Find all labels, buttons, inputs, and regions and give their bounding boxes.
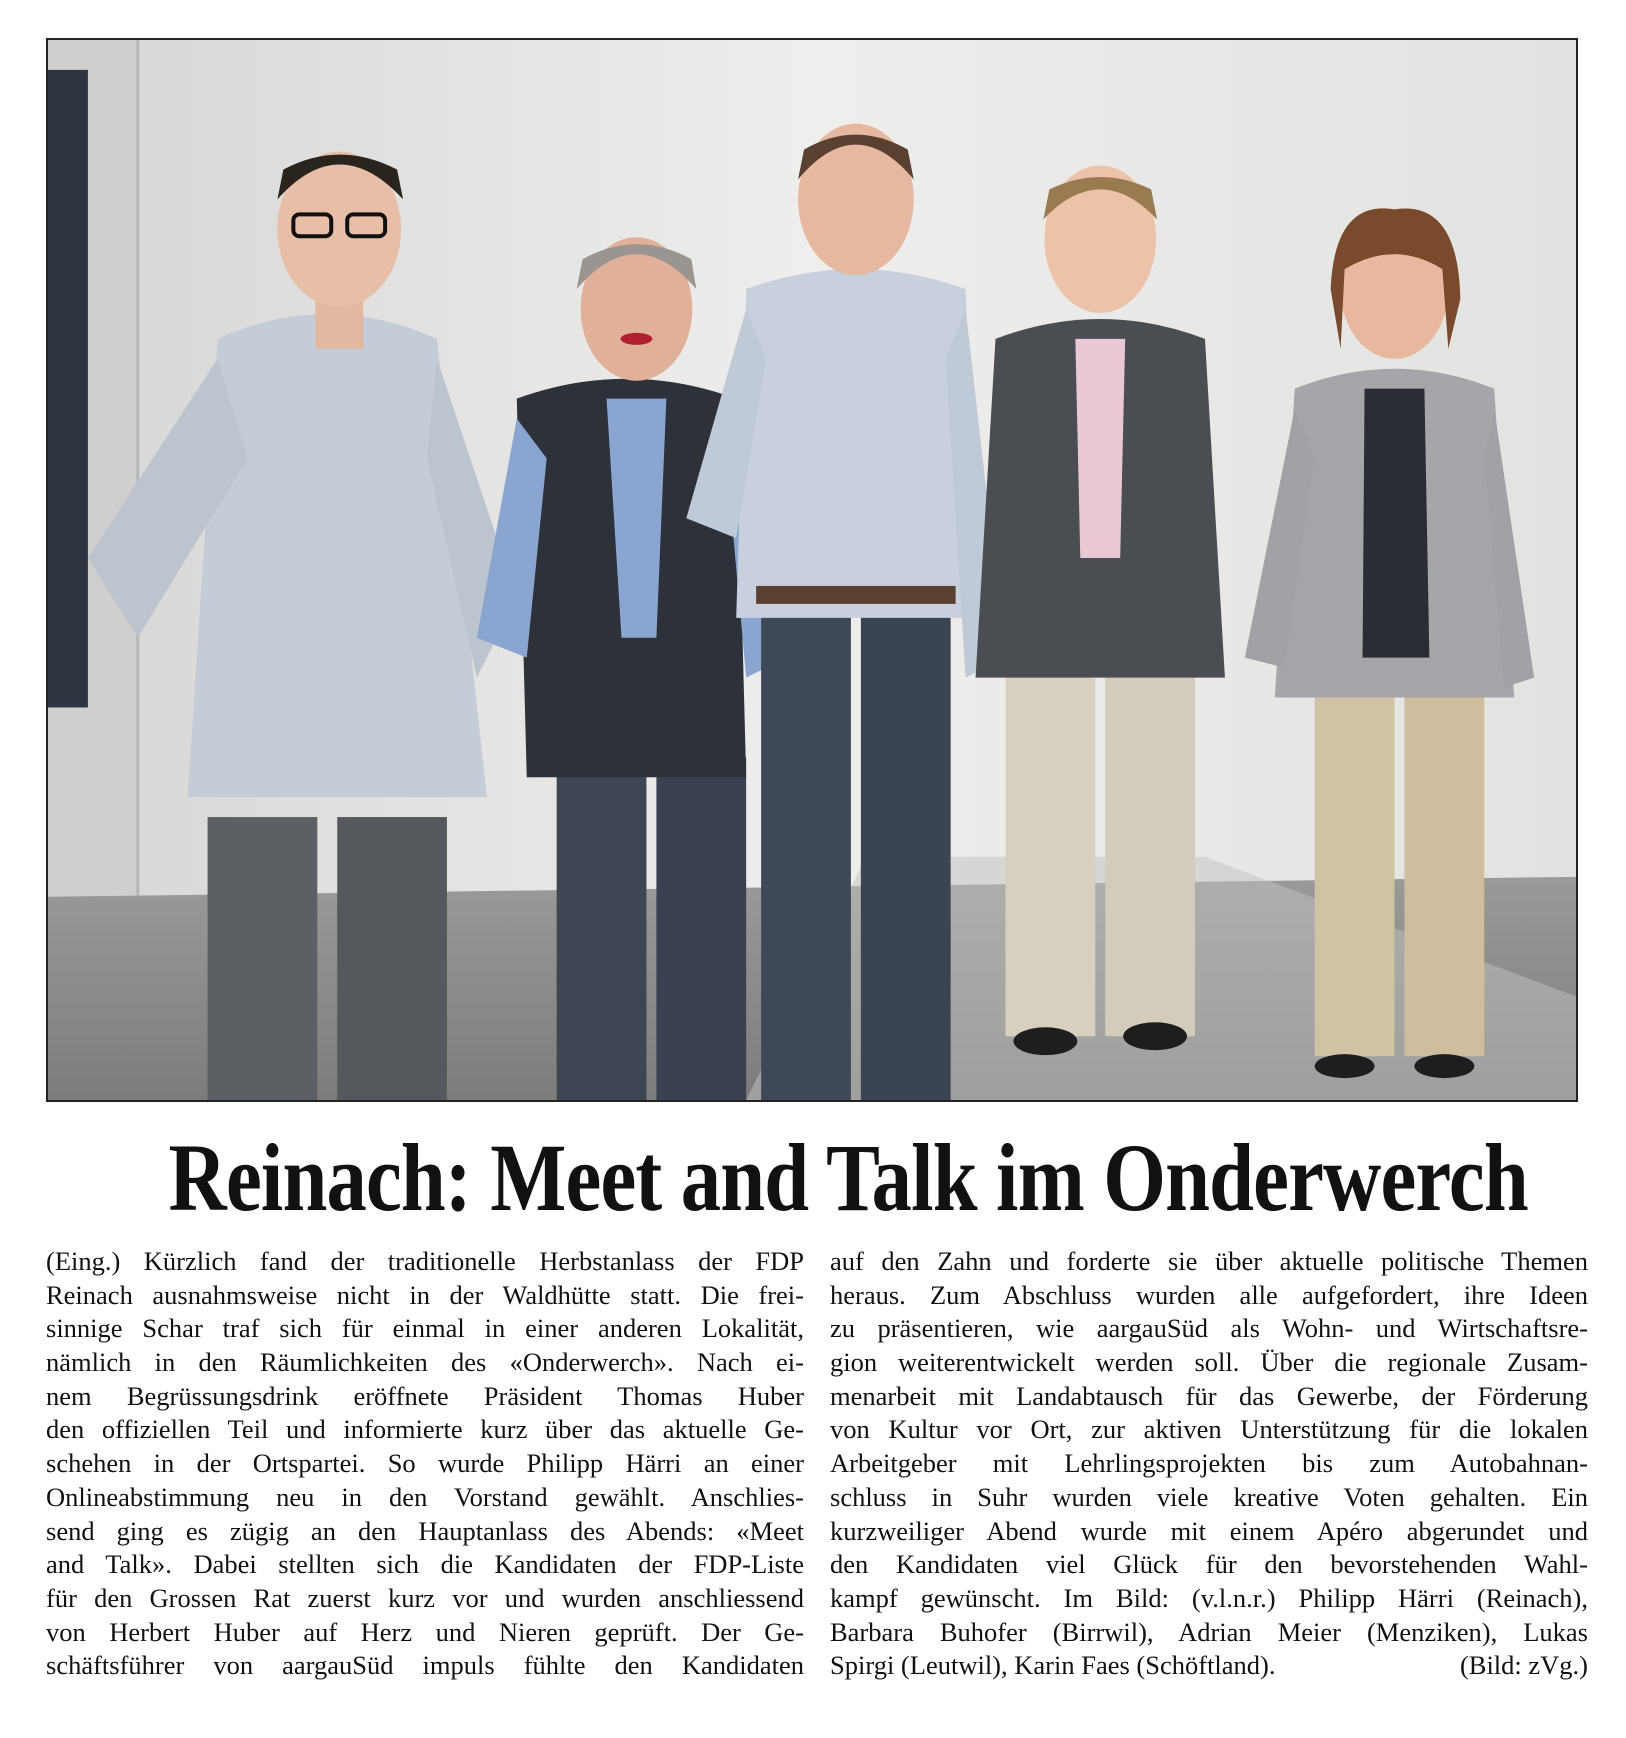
article-line: nämlich in den Räumlichkeiten des «Onderwerch». Nach ei- <box>46 1347 804 1378</box>
article-line: Onlineabstimmung neu in den Vorstand gewählt. Anschlies- <box>46 1481 804 1512</box>
article-line: von Herbert Huber auf Herz und Nieren geprüft. Der Ge- <box>46 1616 804 1647</box>
article-line: den Kandidaten viel Glück für den bevorstehenden Wahl- <box>830 1549 1588 1580</box>
article-line: Barbara Buhofer (Birrwil), Adrian Meier (Menziken), Lukas <box>830 1616 1588 1647</box>
article-line: menarbeit mit Landabtausch für das Gewerbe, der Förderung <box>830 1380 1588 1411</box>
article-line: von Kultur vor Ort, zur aktiven Unterstützung für die lokalen <box>830 1414 1588 1445</box>
article-line: nem Begrüssungsdrink eröffnete Präsident Thomas Huber <box>46 1380 804 1411</box>
article-line: schehen in der Ortspartei. So wurde Philipp Härri an einer <box>46 1448 804 1479</box>
article-line: sinnige Schar traf sich für einmal in einer anderen Lokalität, <box>46 1313 804 1344</box>
article-column-left <box>46 1245 804 1683</box>
article-line: den offiziellen Teil und informierte kurz über das aktuelle Ge- <box>46 1414 804 1445</box>
article-final-line: Spirgi (Leutwil), Karin Faes (Schöftland). <box>830 1650 1276 1681</box>
article-line: kurzweiliger Abend wurde mit einem Apéro abgerundet und <box>830 1515 1588 1546</box>
article-line: heraus. Zum Abschluss wurden alle aufgefordert, ihre Ideen <box>830 1279 1588 1310</box>
headline: Reinach: Meet and Talk im Onderwerch <box>168 1124 1528 1231</box>
final-line-row <box>830 1649 1588 1683</box>
photo-credit: (Bild: zVg.) <box>1459 1650 1588 1681</box>
article-line: schäftsführer von aargauSüd impuls fühlte den Kandidaten <box>46 1650 804 1681</box>
article-line: send ging es zügig an den Hauptanlass des Abends: «Meet <box>46 1515 804 1546</box>
article-line: für den Grossen Rat zuerst kurz vor und wurden anschliessend <box>46 1582 804 1613</box>
article-line: Reinach ausnahmsweise nicht in der Waldhütte statt. Die frei- <box>46 1279 804 1310</box>
article-line: and Talk». Dabei stellten sich die Kandidaten der FDP-Liste <box>46 1549 804 1580</box>
article-line: zu präsentieren, wie aargauSüd als Wohn- und Wirtschaftsre- <box>830 1313 1588 1344</box>
article-line: Arbeitgeber mit Lehrlingsprojekten bis zum Autobahnan- <box>830 1448 1588 1479</box>
article-column-right <box>830 1245 1588 1683</box>
article-line: gion weiterentwickelt werden soll. Über die regionale Zusam- <box>830 1347 1588 1378</box>
article-line: kampf gewünscht. Im Bild: (v.l.n.r.) Philipp Härri (Reinach), <box>830 1582 1588 1613</box>
article-line: schluss in Suhr wurden viele kreative Voten gehalten. Ein <box>830 1481 1588 1512</box>
article-line: (Eing.) Kürzlich fand der traditionelle Herbstanlass der FDP <box>46 1246 804 1276</box>
group-photo <box>46 38 1578 1102</box>
group-photo-illustration <box>48 40 1576 1100</box>
article-line: auf den Zahn und forderte sie über aktuelle politische Themen <box>830 1246 1588 1276</box>
